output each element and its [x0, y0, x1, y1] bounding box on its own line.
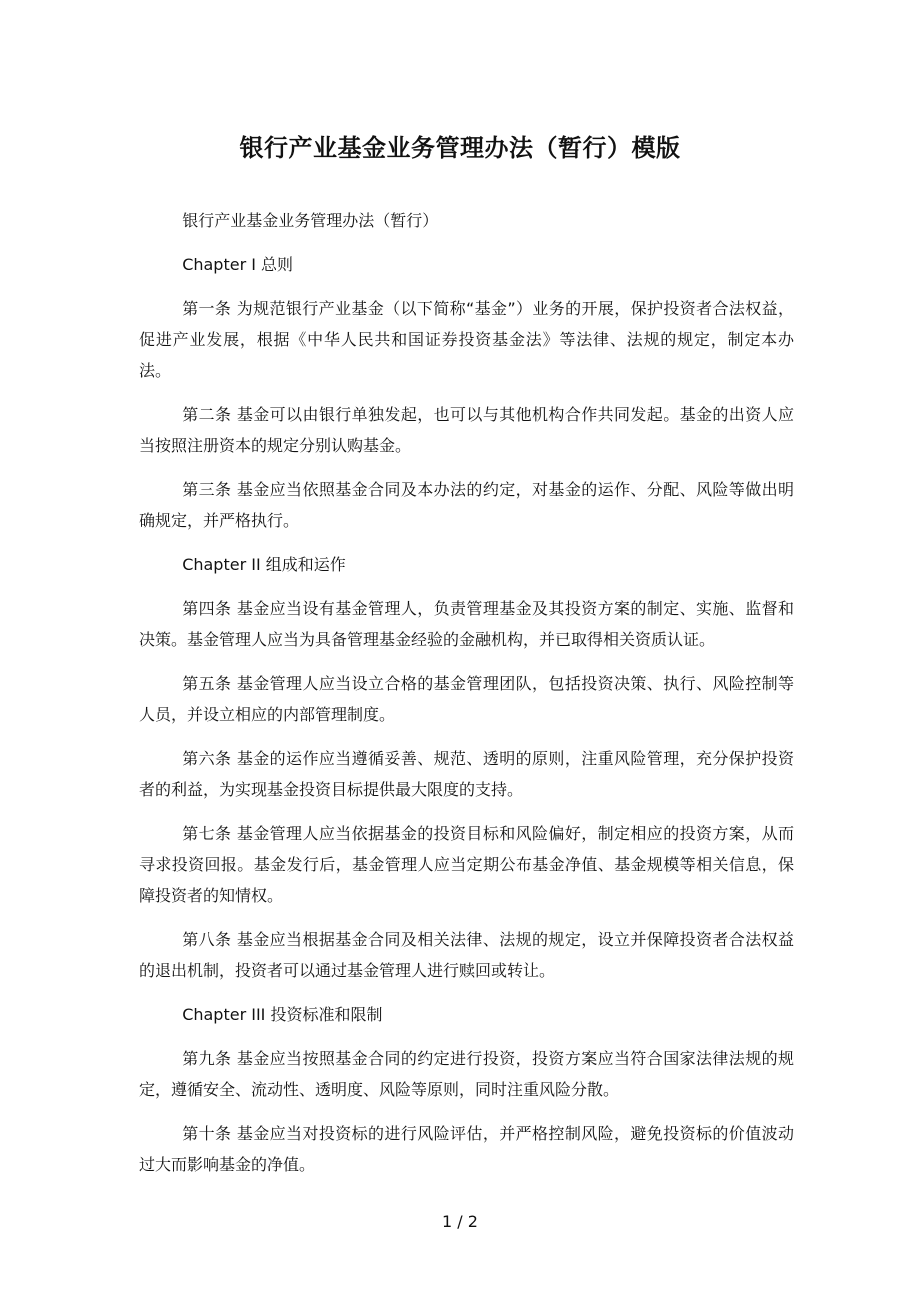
article-paragraph: 第六条 基金的运作应当遵循妥善、规范、透明的原则，注重风险管理，充分保护投资者的利益，为实现基金投资目标提供最大限度的支持。 — [139, 749, 794, 799]
article-paragraph: 第八条 基金应当根据基金合同及相关法律、法规的规定，设立并保障投资者合法权益的退出机制，投资者可以通过基金管理人进行赎回或转让。 — [139, 930, 794, 980]
document-title: 银行产业基金业务管理办法（暂行）模版 — [239, 134, 681, 162]
article-paragraph: 第五条 基金管理人应当设立合格的基金管理团队，包括投资决策、执行、风险控制等人员，并设立相应的内部管理制度。 — [139, 674, 794, 724]
chapter-heading: Chapter II 组成和运作 — [182, 555, 346, 574]
article-paragraph: 第一条 为规范银行产业基金（以下简称“基金”）业务的开展，保护投资者合法权益，促进产业发展，根据《中华人民共和国证券投资基金法》等法律、法规的规定，制定本办法。 — [139, 299, 794, 380]
article-paragraph: 第三条 基金应当依照基金合同及本办法的约定，对基金的运作、分配、风险等做出明确规定，并严格执行。 — [139, 480, 794, 530]
article-paragraph: 第二条 基金可以由银行单独发起，也可以与其他机构合作共同发起。基金的出资人应当按照注册资本的规定分别认购基金。 — [139, 405, 794, 455]
chapter-heading: Chapter III 投资标准和限制 — [182, 1005, 383, 1024]
article-paragraph: 第四条 基金应当设有基金管理人，负责管理基金及其投资方案的制定、实施、监督和决策。基金管理人应当为具备管理基金经验的金融机构，并已取得相关资质认证。 — [139, 599, 794, 649]
page-number: 1 / 2 — [442, 1212, 478, 1231]
paragraph-subtitle: 银行产业基金业务管理办法（暂行） — [182, 211, 439, 230]
article-paragraph: 第九条 基金应当按照基金合同的约定进行投资，投资方案应当符合国家法律法规的规定，遵循安全、流动性、透明度、风险等原则，同时注重风险分散。 — [139, 1049, 794, 1099]
document-body — [139, 205, 794, 1193]
article-paragraph: 第十条 基金应当对投资标的进行风险评估，并严格控制风险，避免投资标的价值波动过大而影响基金的净值。 — [139, 1124, 794, 1174]
article-paragraph: 第七条 基金管理人应当依据基金的投资目标和风险偏好，制定相应的投资方案，从而寻求投资回报。基金发行后，基金管理人应当定期公布基金净值、基金规模等相关信息，保障投资者的知情权。 — [139, 824, 794, 905]
chapter-heading: Chapter I 总则 — [182, 255, 294, 274]
